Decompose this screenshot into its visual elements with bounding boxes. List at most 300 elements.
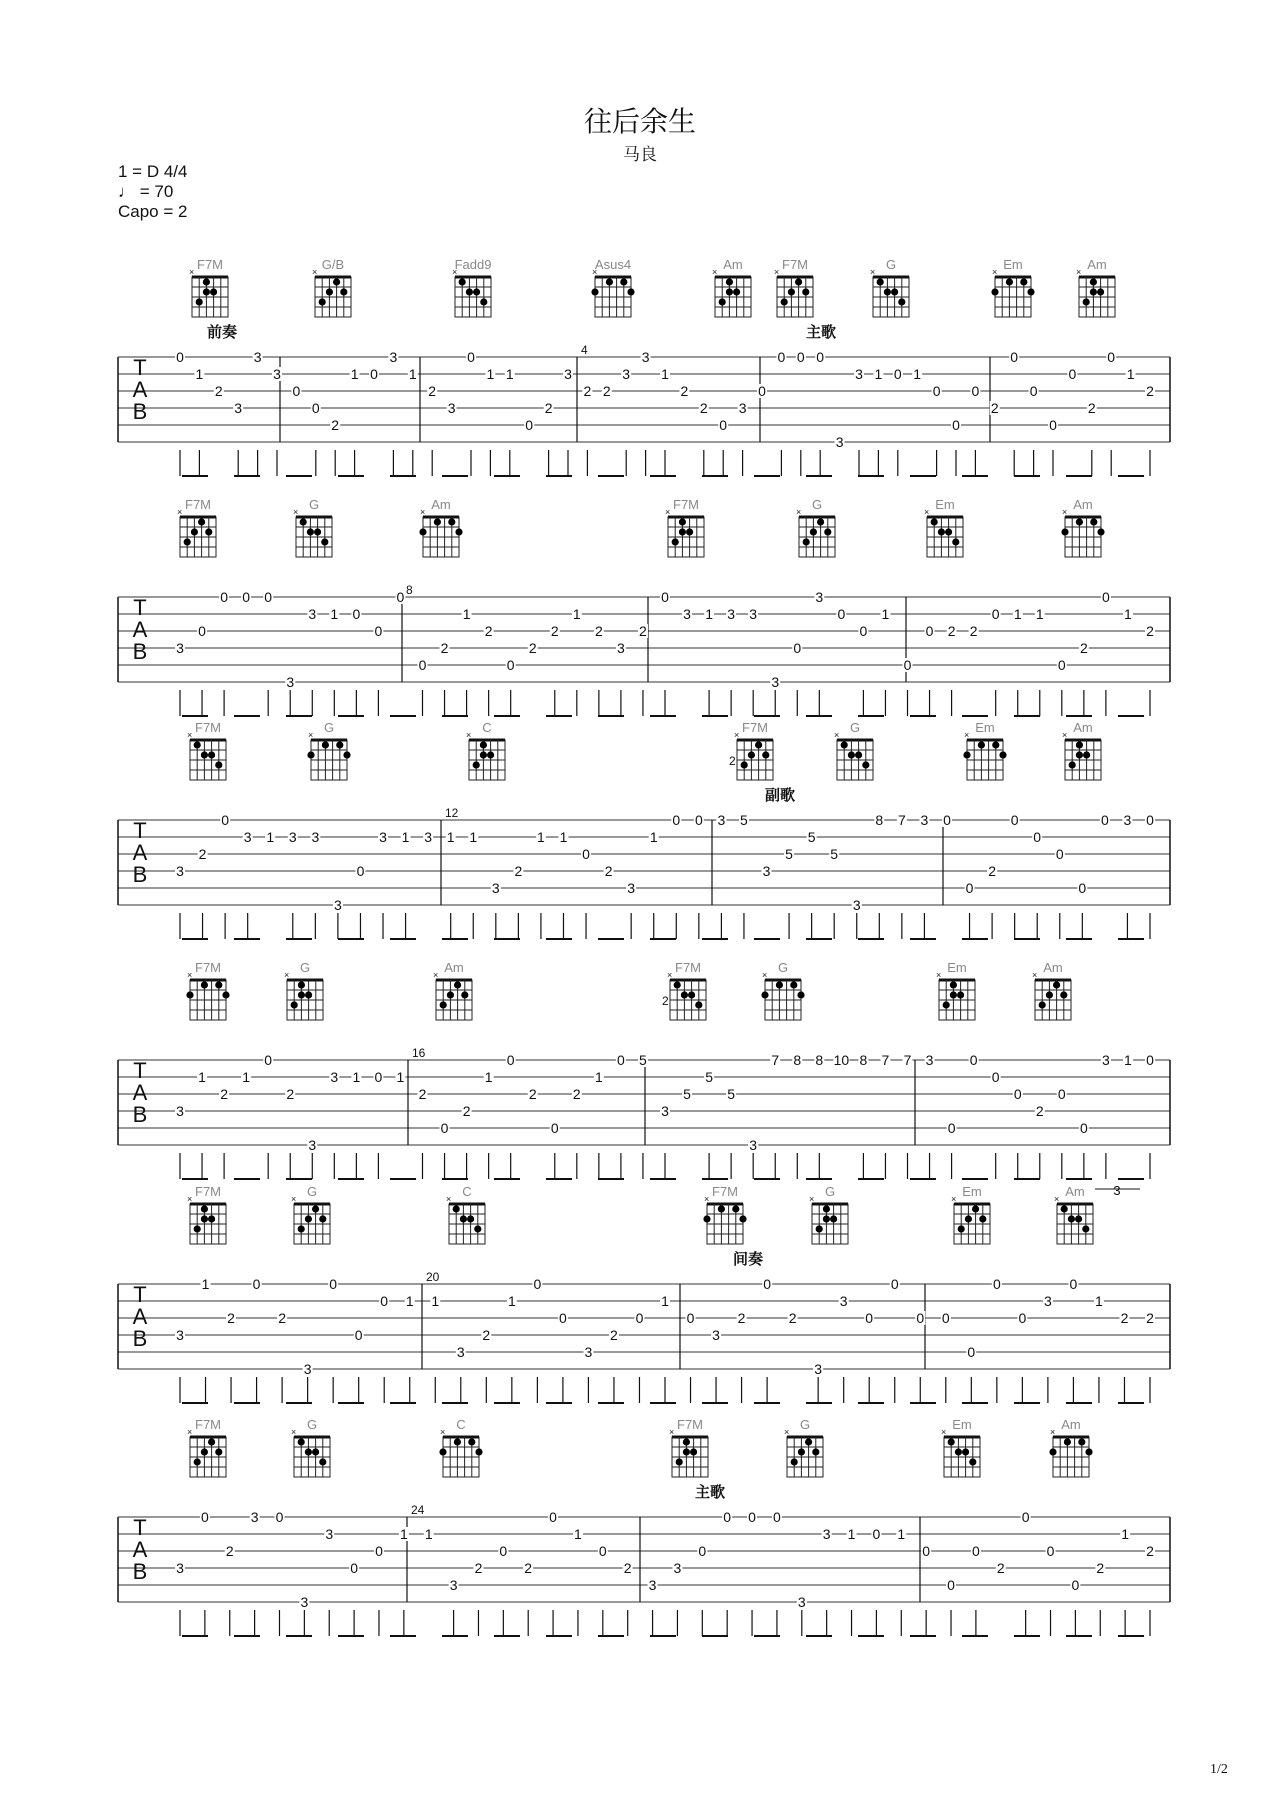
chord-diagram <box>991 257 1034 317</box>
tab-note <box>648 1577 658 1593</box>
tab-note <box>890 1276 900 1292</box>
fret-number: 0 <box>1107 349 1116 365</box>
tab-note <box>175 349 185 365</box>
fret-number: 0 <box>418 657 427 673</box>
fret-number: 0 <box>220 589 228 605</box>
fret-number: 0 <box>969 1052 978 1068</box>
chord-name: Em <box>975 720 995 735</box>
fret-number: 2 <box>680 383 689 399</box>
tab-note <box>748 1137 758 1153</box>
tab-note <box>915 1310 925 1326</box>
fret-number: 0 <box>763 1276 772 1292</box>
tab-note <box>373 1069 383 1085</box>
fret-number: 0 <box>1021 1509 1030 1525</box>
fret-number: 1 <box>705 606 713 622</box>
chord-name: Em <box>1003 257 1023 272</box>
fret-number: 3 <box>717 812 726 828</box>
tab-note <box>1106 349 1116 365</box>
fret-number: 0 <box>723 1509 732 1525</box>
tab-note <box>660 366 670 382</box>
tab-note <box>311 400 321 416</box>
chord-diagram <box>963 720 1006 780</box>
tab-note <box>814 1052 824 1068</box>
fret-number: 0 <box>1078 880 1087 896</box>
tab-note <box>1123 1052 1133 1068</box>
fret-number: 0 <box>550 1120 559 1136</box>
tab-note <box>532 1276 542 1292</box>
tab-note <box>1119 1310 1129 1326</box>
tab-note <box>660 1293 670 1309</box>
tab-note <box>874 812 884 828</box>
fret-number: 5 <box>807 829 816 845</box>
tab-note <box>440 640 450 656</box>
tempo-marking: ♩ = 70 <box>118 182 174 201</box>
tab-note <box>1145 1310 1155 1326</box>
fret-number: 2 <box>484 623 493 639</box>
svg-text:×: × <box>312 267 318 277</box>
tab-note <box>912 366 922 382</box>
tab-note <box>757 383 767 399</box>
fret-number: 3 <box>273 366 281 382</box>
chord-name: Em <box>962 1184 982 1199</box>
tab-note <box>200 1509 210 1525</box>
svg-text:×: × <box>704 1194 710 1204</box>
fret-number: 2 <box>474 1560 483 1576</box>
fret-number: 1 <box>446 829 455 845</box>
chord-name: Am <box>723 257 743 272</box>
tab-clef-letter: B <box>132 399 148 424</box>
chord-diagram <box>1032 960 1071 1020</box>
tab-note <box>572 1086 582 1102</box>
bar-number: 4 <box>581 343 588 357</box>
tab-note <box>854 366 864 382</box>
chord-diagram <box>177 497 216 557</box>
tab-note <box>965 880 975 896</box>
tab-system-2 <box>0 495 1280 705</box>
fret-number: 0 <box>558 1310 567 1326</box>
tab-note <box>971 1543 981 1559</box>
tab-note <box>583 1344 593 1360</box>
tab-note <box>1122 812 1132 828</box>
fret-number: 2 <box>418 1086 427 1102</box>
tab-note <box>303 1361 313 1377</box>
fret-number: 3 <box>822 1526 831 1542</box>
tab-note <box>990 400 1000 416</box>
fret-number: 8 <box>859 1052 868 1068</box>
tab-note <box>770 1052 780 1068</box>
fret-number: 3 <box>176 640 184 656</box>
tab-note <box>1035 1103 1045 1119</box>
tab-note <box>807 829 817 845</box>
chord-name: Am <box>1073 720 1093 735</box>
tab-note <box>175 1103 185 1119</box>
fret-number: 2 <box>514 863 523 879</box>
tab-note <box>858 1052 868 1068</box>
chord-name: F7M <box>712 1184 738 1199</box>
tab-note <box>609 1327 619 1343</box>
fret-number: 8 <box>793 1052 802 1068</box>
svg-text:×: × <box>712 267 718 277</box>
tab-clef-letter: A <box>132 1080 148 1105</box>
tab-note <box>285 674 295 690</box>
fret-number: 0 <box>773 1509 781 1525</box>
tab-note <box>563 366 573 382</box>
chord-diagram <box>312 257 351 317</box>
tab-system-1 <box>0 255 1280 465</box>
fret-number: 1 <box>572 606 581 622</box>
tab-note <box>424 1526 434 1542</box>
fret-number: 0 <box>242 589 251 605</box>
tab-note <box>491 880 501 896</box>
tab-note <box>649 829 659 845</box>
fret-number: 0 <box>947 1577 955 1593</box>
chord-name: G <box>299 960 311 975</box>
fret-number: 2 <box>602 383 611 399</box>
fret-number: 10 <box>833 1052 850 1068</box>
bar-number: 16 <box>412 1046 426 1060</box>
fret-number: 2 <box>331 417 340 433</box>
bar-number: 12 <box>445 806 459 820</box>
tab-note <box>462 606 472 622</box>
tab-note <box>468 829 478 845</box>
fret-number: 3 <box>771 674 780 690</box>
tab-note <box>1013 606 1023 622</box>
tab-note <box>682 1086 692 1102</box>
tab-note <box>748 606 758 622</box>
chord-diagram <box>834 720 873 780</box>
tab-note <box>513 863 523 879</box>
fret-number: 1 <box>1035 606 1044 622</box>
tab-note <box>524 417 534 433</box>
fret-number: 2 <box>220 1086 228 1102</box>
svg-text:×: × <box>784 1427 790 1437</box>
fret-number: 1 <box>661 366 669 382</box>
fret-number: 0 <box>1055 846 1064 862</box>
fret-number: 3 <box>749 606 758 622</box>
tab-note <box>430 1293 440 1309</box>
fret-number: 2 <box>286 1086 295 1102</box>
tab-note <box>447 400 457 416</box>
tab-note <box>197 1069 207 1085</box>
tab-note <box>1101 1052 1111 1068</box>
fret-number: 0 <box>1069 1276 1078 1292</box>
chord-diagram <box>936 960 975 1020</box>
fret-number: 1 <box>424 1526 433 1542</box>
fret-number: 1 <box>913 366 922 382</box>
tab-note <box>1013 1086 1023 1102</box>
tab-staff <box>118 1284 1170 1369</box>
fret-number: 0 <box>1018 1310 1027 1326</box>
fret-number: 2 <box>1146 1310 1154 1326</box>
fret-number: 2 <box>528 640 537 656</box>
fret-number: 2 <box>604 863 613 879</box>
tab-note <box>369 366 379 382</box>
chord-name: F7M <box>677 1417 703 1432</box>
tab-staff <box>118 1060 1170 1145</box>
fret-number: 5 <box>683 1086 691 1102</box>
tab-clef-letter: B <box>132 1559 148 1584</box>
chord-diagram <box>951 1184 990 1244</box>
tab-note <box>660 1103 670 1119</box>
chord-diagram <box>703 1184 746 1244</box>
fret-number: 3 <box>389 349 398 365</box>
chord-name: F7M <box>195 1417 221 1432</box>
tab-note <box>739 812 749 828</box>
svg-text:×: × <box>665 507 671 517</box>
tab-note <box>1010 812 1020 828</box>
tab-note <box>498 1543 508 1559</box>
chord-diagram <box>433 960 472 1020</box>
tab-note <box>594 1069 604 1085</box>
fret-number: 3 <box>303 1361 312 1377</box>
svg-text:×: × <box>308 730 314 740</box>
fret-number: 3 <box>920 812 929 828</box>
svg-text:×: × <box>284 970 290 980</box>
fret-number: 1 <box>1126 366 1135 382</box>
tab-note <box>852 897 862 913</box>
tab-note <box>485 366 495 382</box>
tab-note <box>272 366 282 382</box>
fret-number: 1 <box>594 1069 603 1085</box>
fret-number: 3 <box>449 1577 458 1593</box>
fret-number: 1 <box>559 829 568 845</box>
song-title: 往后余生 <box>583 105 696 138</box>
tab-note <box>694 812 704 828</box>
tab-system-6 <box>0 1415 1280 1625</box>
tab-note <box>253 349 263 365</box>
fret-number: 3 <box>176 1560 184 1576</box>
tab-note <box>250 1509 260 1525</box>
fret-number: 0 <box>198 623 206 639</box>
fret-number: 0 <box>698 1543 707 1559</box>
svg-text:×: × <box>667 970 673 980</box>
fret-number: 3 <box>762 863 771 879</box>
fret-number: 2 <box>947 623 956 639</box>
chord-name: G <box>777 960 789 975</box>
fret-number: 5 <box>830 846 839 862</box>
tab-note <box>716 812 726 828</box>
chord-diagram <box>452 257 491 317</box>
fret-number: 2 <box>524 1560 533 1576</box>
fret-number: 0 <box>598 1543 607 1559</box>
chord-diagram <box>439 1417 482 1477</box>
svg-text:×: × <box>187 730 193 740</box>
fret-number: 0 <box>525 417 534 433</box>
fret-number: 8 <box>815 1052 824 1068</box>
tab-note <box>462 1103 472 1119</box>
tab-note <box>726 1086 736 1102</box>
tab-note <box>194 366 204 382</box>
tab-clef-letter: T <box>133 355 147 380</box>
fret-number: 0 <box>1010 812 1019 828</box>
tab-clef-letter: A <box>132 840 148 865</box>
fret-number: 1 <box>195 366 204 382</box>
tab-note <box>762 1276 772 1292</box>
fret-number: 0 <box>859 623 868 639</box>
tab-note <box>871 1526 881 1542</box>
tab-note <box>776 349 786 365</box>
fret-number: 3 <box>250 1509 259 1525</box>
fret-number: 1 <box>352 1069 361 1085</box>
tab-note <box>919 812 929 828</box>
chord-diagram <box>466 720 505 780</box>
tab-note <box>175 1560 185 1576</box>
tab-note <box>925 1052 935 1068</box>
tab-note <box>813 1361 823 1377</box>
chord-diagram <box>187 1184 226 1244</box>
fret-number: 1 <box>874 366 883 382</box>
fret-number: 0 <box>292 383 301 399</box>
fret-number: 0 <box>947 1120 956 1136</box>
fret-number: 0 <box>1010 349 1019 365</box>
tab-note <box>762 863 772 879</box>
chord-diagram <box>187 1417 226 1477</box>
tab-note <box>996 1560 1006 1576</box>
tab-note <box>660 589 670 605</box>
fret-number: 2 <box>969 623 978 639</box>
tab-note <box>616 640 626 656</box>
tab-note <box>903 1052 913 1068</box>
fret-number: 7 <box>881 1052 890 1068</box>
tab-note <box>252 1276 262 1292</box>
chord-diagram <box>809 1184 848 1244</box>
fret-number: 1 <box>661 1293 669 1309</box>
fret-number: 1 <box>462 606 471 622</box>
fret-number: 3 <box>334 897 342 913</box>
svg-text:×: × <box>466 730 472 740</box>
fret-number: 0 <box>1100 812 1109 828</box>
chord-name: G <box>885 257 897 272</box>
tab-note <box>536 829 546 845</box>
svg-text:×: × <box>177 507 183 517</box>
svg-text:×: × <box>291 1427 297 1437</box>
tab-note <box>880 1052 890 1068</box>
bar-number: 20 <box>426 1270 440 1284</box>
tab-note <box>932 383 942 399</box>
fret-number: 3 <box>814 1361 823 1377</box>
svg-text:×: × <box>964 730 970 740</box>
chord-fret-number: 2 <box>662 994 669 1008</box>
tab-note <box>408 366 418 382</box>
tab-note <box>991 1069 1001 1085</box>
fret-number: 0 <box>252 1276 261 1292</box>
fret-number: 2 <box>482 1327 491 1343</box>
tab-note <box>528 1086 538 1102</box>
tab-note <box>175 640 185 656</box>
tab-note <box>682 606 692 622</box>
tab-note <box>379 1293 389 1309</box>
tab-note <box>594 623 604 639</box>
fret-number: 3 <box>456 1344 465 1360</box>
tab-note <box>796 349 806 365</box>
svg-text:×: × <box>446 1194 452 1204</box>
svg-text:×: × <box>187 970 193 980</box>
tab-note <box>481 1327 491 1343</box>
fret-number: 0 <box>176 349 184 365</box>
tab-note <box>672 1560 682 1576</box>
tab-note <box>737 1310 747 1326</box>
svg-text:×: × <box>1062 507 1068 517</box>
chord-diagram <box>665 497 704 557</box>
tab-note <box>1057 1086 1067 1102</box>
svg-text:×: × <box>1032 970 1038 980</box>
tab-note <box>880 606 890 622</box>
tab-note <box>446 829 456 845</box>
tab-note <box>626 880 636 896</box>
chord-name: F7M <box>185 497 211 512</box>
chord-name: F7M <box>673 497 699 512</box>
tab-note <box>197 623 207 639</box>
fret-number: 2 <box>1146 623 1154 639</box>
chord-name: Em <box>935 497 955 512</box>
tab-note <box>897 812 907 828</box>
svg-text:×: × <box>796 507 802 517</box>
fret-number: 2 <box>990 400 999 416</box>
fret-number: 0 <box>1057 1086 1066 1102</box>
tab-note <box>288 829 298 845</box>
fret-number: 1 <box>1124 606 1132 622</box>
tab-note <box>833 1052 849 1068</box>
chord-name: Em <box>952 1417 972 1432</box>
tab-note <box>350 366 360 382</box>
tab-note <box>671 812 681 828</box>
tab-note <box>858 623 868 639</box>
tab-note <box>198 846 208 862</box>
chord-diagram <box>419 497 462 557</box>
fret-number: 1 <box>537 829 545 845</box>
tab-note <box>285 1086 295 1102</box>
fret-number: 0 <box>916 1310 925 1326</box>
tab-note <box>399 1526 409 1542</box>
svg-text:×: × <box>293 507 299 517</box>
fret-number: 1 <box>266 829 275 845</box>
fret-number: 3 <box>648 1577 657 1593</box>
tab-note <box>711 1327 721 1343</box>
chord-name: F7M <box>675 960 701 975</box>
fret-number: 3 <box>641 349 650 365</box>
chord-diagram <box>924 497 963 557</box>
tab-note <box>355 863 365 879</box>
chord-name: G <box>306 1184 318 1199</box>
svg-text:×: × <box>924 507 930 517</box>
fret-number: 0 <box>329 1276 338 1292</box>
fret-number: 0 <box>350 1560 359 1576</box>
tab-note <box>544 400 554 416</box>
tab-note <box>604 863 614 879</box>
fret-number: 3 <box>234 400 243 416</box>
fret-number: 0 <box>816 349 825 365</box>
tab-note <box>770 674 780 690</box>
tab-note <box>440 1120 450 1136</box>
fret-number: 3 <box>176 863 184 879</box>
fret-number: 2 <box>583 383 592 399</box>
chord-name: Am <box>1043 960 1063 975</box>
tab-note <box>738 400 748 416</box>
fret-number: 0 <box>872 1526 881 1542</box>
fret-number: 0 <box>967 1344 976 1360</box>
tab-note <box>1087 400 1097 416</box>
fret-number: 1 <box>881 606 890 622</box>
tab-clef-letter: A <box>132 617 148 642</box>
tab-note <box>921 1543 931 1559</box>
tab-note <box>484 1069 494 1085</box>
fret-number: 3 <box>622 366 631 382</box>
chord-name: Am <box>1061 1417 1081 1432</box>
svg-text:×: × <box>762 970 768 980</box>
tab-note <box>201 1276 211 1292</box>
fret-number: 2 <box>198 846 207 862</box>
fret-number: 0 <box>1102 589 1110 605</box>
